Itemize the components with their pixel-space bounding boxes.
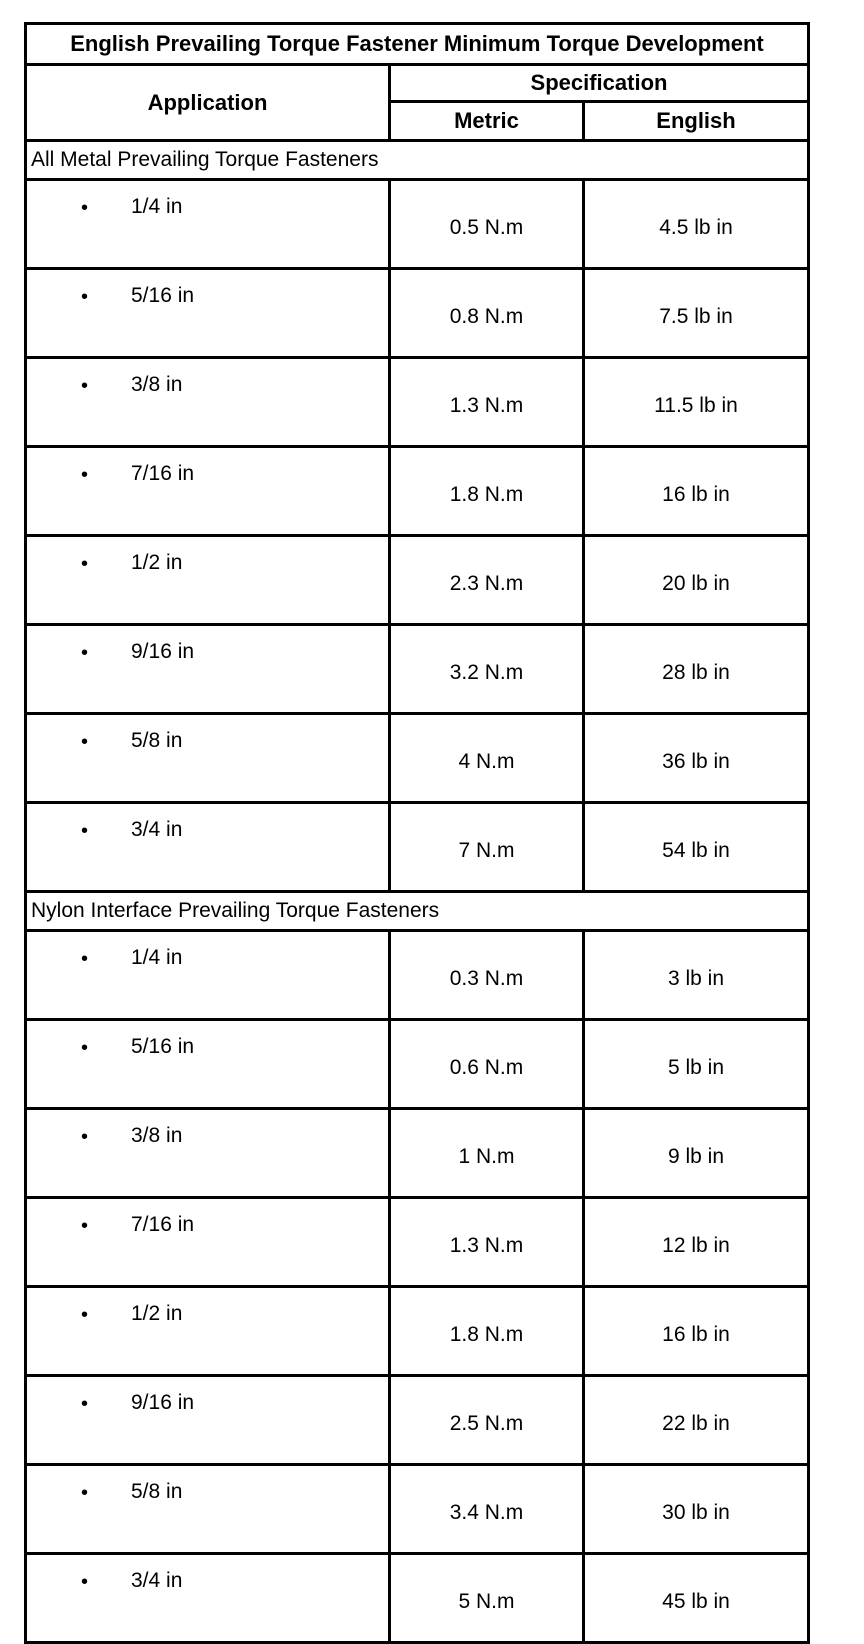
table-row [26,1554,809,1643]
bullet-icon: • [81,1037,89,1059]
bullet-icon: • [81,464,89,486]
application-cell [26,447,390,536]
torque-specification-table [24,22,810,1644]
application-cell [26,1109,390,1198]
table-row [26,1198,809,1287]
torque-table-container [24,22,807,1644]
metric-value: 5 N.m [390,1554,584,1643]
table-row [26,714,809,803]
table-row [26,1109,809,1198]
application-cell [26,714,390,803]
bullet-icon: • [81,197,89,219]
metric-value: 1.8 N.m [390,1287,584,1376]
fastener-size: 3/4 in [131,1569,183,1592]
english-value: 5 lb in [584,1020,809,1109]
table-row [26,1287,809,1376]
application-cell [26,1198,390,1287]
application-cell [26,1020,390,1109]
english-value: 4.5 lb in [584,180,809,269]
header-specification: Specification [390,65,809,102]
application-cell [26,1465,390,1554]
section-row [26,141,809,180]
bullet-icon: • [81,1393,89,1415]
fastener-size: 5/8 in [131,729,183,752]
table-row [26,803,809,892]
english-value: 7.5 lb in [584,269,809,358]
bullet-icon: • [81,820,89,842]
table-row [26,269,809,358]
fastener-size: 3/8 in [131,373,183,396]
metric-value: 1 N.m [390,1109,584,1198]
application-cell [26,180,390,269]
metric-value: 0.5 N.m [390,180,584,269]
fastener-size: 9/16 in [131,640,195,663]
english-value: 3 lb in [584,931,809,1020]
table-row [26,358,809,447]
english-value: 36 lb in [584,714,809,803]
bullet-icon: • [81,1304,89,1326]
fastener-size: 3/8 in [131,1124,183,1147]
application-cell [26,1287,390,1376]
metric-value: 1.8 N.m [390,447,584,536]
metric-value: 1.3 N.m [390,358,584,447]
application-cell [26,1376,390,1465]
bullet-icon: • [81,1571,89,1593]
application-cell [26,536,390,625]
bullet-icon: • [81,1482,89,1504]
metric-value: 3.4 N.m [390,1465,584,1554]
application-cell [26,269,390,358]
metric-value: 0.3 N.m [390,931,584,1020]
bullet-icon: • [81,375,89,397]
metric-value: 3.2 N.m [390,625,584,714]
section-label: All Metal Prevailing Torque Fasteners [26,141,809,180]
fastener-size: 1/2 in [131,551,183,574]
application-cell [26,931,390,1020]
english-value: 11.5 lb in [584,358,809,447]
application-cell [26,1554,390,1643]
bullet-icon: • [81,642,89,664]
section-row [26,892,809,931]
english-value: 22 lb in [584,1376,809,1465]
english-value: 54 lb in [584,803,809,892]
bullet-icon: • [81,553,89,575]
english-value: 28 lb in [584,625,809,714]
header-metric: Metric [390,102,584,141]
metric-value: 1.3 N.m [390,1198,584,1287]
fastener-size: 5/16 in [131,284,195,307]
header-english: English [584,102,809,141]
fastener-size: 1/4 in [131,946,183,969]
bullet-icon: • [81,1215,89,1237]
metric-value: 2.3 N.m [390,536,584,625]
section-label: Nylon Interface Prevailing Torque Fasteners [26,892,809,931]
table-row [26,1020,809,1109]
table-row [26,1465,809,1554]
application-cell [26,625,390,714]
english-value: 12 lb in [584,1198,809,1287]
table-row [26,447,809,536]
table-row [26,1376,809,1465]
fastener-size: 1/4 in [131,195,183,218]
metric-value: 4 N.m [390,714,584,803]
english-value: 45 lb in [584,1554,809,1643]
english-value: 16 lb in [584,1287,809,1376]
metric-value: 0.8 N.m [390,269,584,358]
english-value: 9 lb in [584,1109,809,1198]
fastener-size: 5/8 in [131,1480,183,1503]
metric-value: 0.6 N.m [390,1020,584,1109]
fastener-size: 7/16 in [131,462,195,485]
fastener-size: 1/2 in [131,1302,183,1325]
bullet-icon: • [81,948,89,970]
fastener-size: 9/16 in [131,1391,195,1414]
application-cell [26,803,390,892]
bullet-icon: • [81,286,89,308]
header-application: Application [26,65,390,141]
metric-value: 7 N.m [390,803,584,892]
fastener-size: 7/16 in [131,1213,195,1236]
application-cell [26,358,390,447]
bullet-icon: • [81,731,89,753]
table-row [26,931,809,1020]
english-value: 20 lb in [584,536,809,625]
table-row [26,536,809,625]
fastener-size: 5/16 in [131,1035,195,1058]
table-row [26,625,809,714]
english-value: 30 lb in [584,1465,809,1554]
table-row [26,180,809,269]
bullet-icon: • [81,1126,89,1148]
english-value: 16 lb in [584,447,809,536]
table-title: English Prevailing Torque Fastener Minimum Torque Development [26,24,809,65]
metric-value: 2.5 N.m [390,1376,584,1465]
fastener-size: 3/4 in [131,818,183,841]
